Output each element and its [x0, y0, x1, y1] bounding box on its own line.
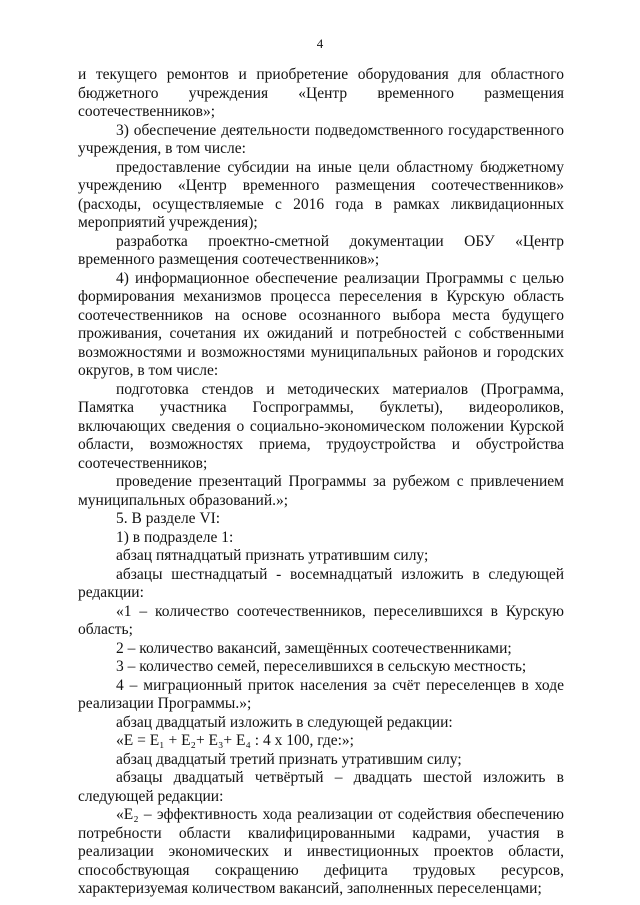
paragraph: проведение презентаций Программы за рубежом с привлечением муниципальных образований.»;	[78, 473, 564, 509]
paragraph: предоставление субсидии на иные цели областному бюджетному учреждению «Центр временного размещения соотечественников» (расходы, осуществляемые с 2016 года в рамках ликвидационных мероприятий учреждения);	[78, 158, 564, 231]
paragraph: абзац двадцатый третий признать утратившим силу;	[116, 750, 462, 768]
paragraph: 4 – миграционный приток населения за счёт переселенцев в ходе реализации Программы.»;	[78, 676, 564, 712]
page-number: 4	[316, 36, 324, 51]
paragraph: 2 – количество вакансий, замещённых соотечественниками;	[116, 639, 512, 657]
paragraph: подготовка стендов и методических материалов (Программа, Памятка участника Госпрограммы, буклеты), видеороликов, включающих сведения о социально-экономическом положении Курской области, возможностях приема, трудоустройства и обустройства соотечественников;	[78, 380, 564, 472]
paragraph: 3 – количество семей, переселившихся в сельскую местность;	[116, 658, 527, 675]
paragraph: абзацы шестнадцатый - восемнадцатый изложить в следующей редакции:	[78, 565, 564, 601]
paragraph: 3) обеспечение деятельности подведомственного государственного учреждения, в том числе:	[78, 121, 564, 157]
paragraph: абзацы двадцатый четвёртый – двадцать шестой изложить в следующей редакции:	[78, 769, 564, 805]
paragraph: «1 – количество соотечественников, переселившихся в Курскую область;	[78, 602, 564, 638]
paragraph: 5. В разделе VI:	[116, 510, 221, 527]
paragraph: абзац двадцатый изложить в следующей редакции:	[116, 713, 453, 731]
paragraph: «E₂ – эффективность хода реализации от содействия обеспечению потребности области квалифицированными кадрами, участия в реализации экономических и инвестиционных проектов области, способствующая сокращению дефицита трудовых ресурсов, характеризуемая количеством вакансий, заполненных переселенцами;	[78, 806, 564, 897]
paragraph: 1) в подразделе 1:	[116, 528, 234, 546]
paragraph: 4) информационное обеспечение реализации Программы с целью формирования механизмов процесса переселения в Курскую область соотечественников на основе осознанного выбора места будущего проживания, сочетания их ожиданий и потребностей с собственными возможностями и возможностями муниципальных районов и городских округов, в том числе:	[78, 269, 564, 379]
paragraph: разработка проектно-сметной документации ОБУ «Центр временного размещения соотечественников»;	[78, 232, 564, 268]
document-body	[78, 66, 564, 899]
paragraph: «E = E₁ + E₂+ E₃+ E₄ : 4 x 100, где:»;	[116, 732, 354, 749]
paragraph: абзац пятнадцатый признать утратившим силу;	[116, 547, 429, 564]
paragraph: и текущего ремонтов и приобретение оборудования для областного бюджетного учреждения «Центр временного размещения соотечественников»;	[78, 66, 564, 120]
